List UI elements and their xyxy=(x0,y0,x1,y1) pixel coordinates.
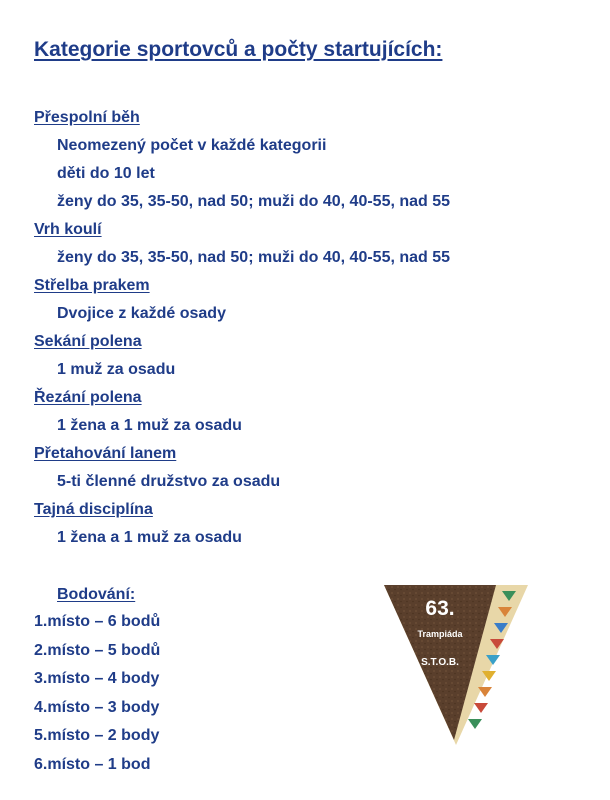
discipline-heading: Přetahování lanem xyxy=(34,445,177,462)
discipline-detail: Dvojice z každé osady xyxy=(57,305,226,322)
pennant-logo xyxy=(384,585,528,745)
scoring-section xyxy=(34,582,160,779)
scoring-place: 6.místo – 1 bod xyxy=(34,755,151,773)
discipline-list xyxy=(34,104,594,552)
discipline-detail: ženy do 35, 35-50, nad 50; muži do 40, 40-55, nad 55 xyxy=(57,193,451,210)
scoring-place: 1.místo – 6 bodů xyxy=(34,613,161,630)
scoring-title: Bodování: xyxy=(57,586,136,603)
discipline-heading: Přespolní běh xyxy=(34,109,140,126)
scoring-place: 4.místo – 3 body xyxy=(34,698,160,716)
discipline-detail: 1 žena a 1 muž za osadu xyxy=(57,529,242,546)
scoring-place: 2.místo – 5 bodů xyxy=(34,641,161,659)
discipline-heading: Vrh koulí xyxy=(34,221,102,238)
scoring-place: 5.místo – 2 body xyxy=(34,727,160,744)
scoring-place: 3.místo – 4 body xyxy=(34,670,160,687)
pennant-line2: S.T.O.B. xyxy=(421,657,459,668)
discipline-detail: děti do 10 let xyxy=(57,165,155,182)
pennant-line1: Trampiáda xyxy=(417,629,463,639)
discipline-heading: Řezání polena xyxy=(34,389,142,406)
discipline-heading: Tajná disciplína xyxy=(34,501,153,518)
page-title: Kategorie sportovců a počty startujících: xyxy=(34,38,443,61)
discipline-heading: Sekání polena xyxy=(34,333,142,350)
discipline-detail: 5-ti členné družstvo za osadu xyxy=(57,473,281,490)
pennant-number: 63. xyxy=(425,597,455,620)
discipline-heading: Střelba prakem xyxy=(34,277,150,294)
discipline-detail: ženy do 35, 35-50, nad 50; muži do 40, 40-55, nad 55 xyxy=(57,249,451,266)
discipline-detail: Neomezený počet v každé kategorii xyxy=(57,137,327,154)
discipline-detail: 1 žena a 1 muž za osadu xyxy=(57,417,242,434)
discipline-detail: 1 muž za osadu xyxy=(57,361,176,378)
